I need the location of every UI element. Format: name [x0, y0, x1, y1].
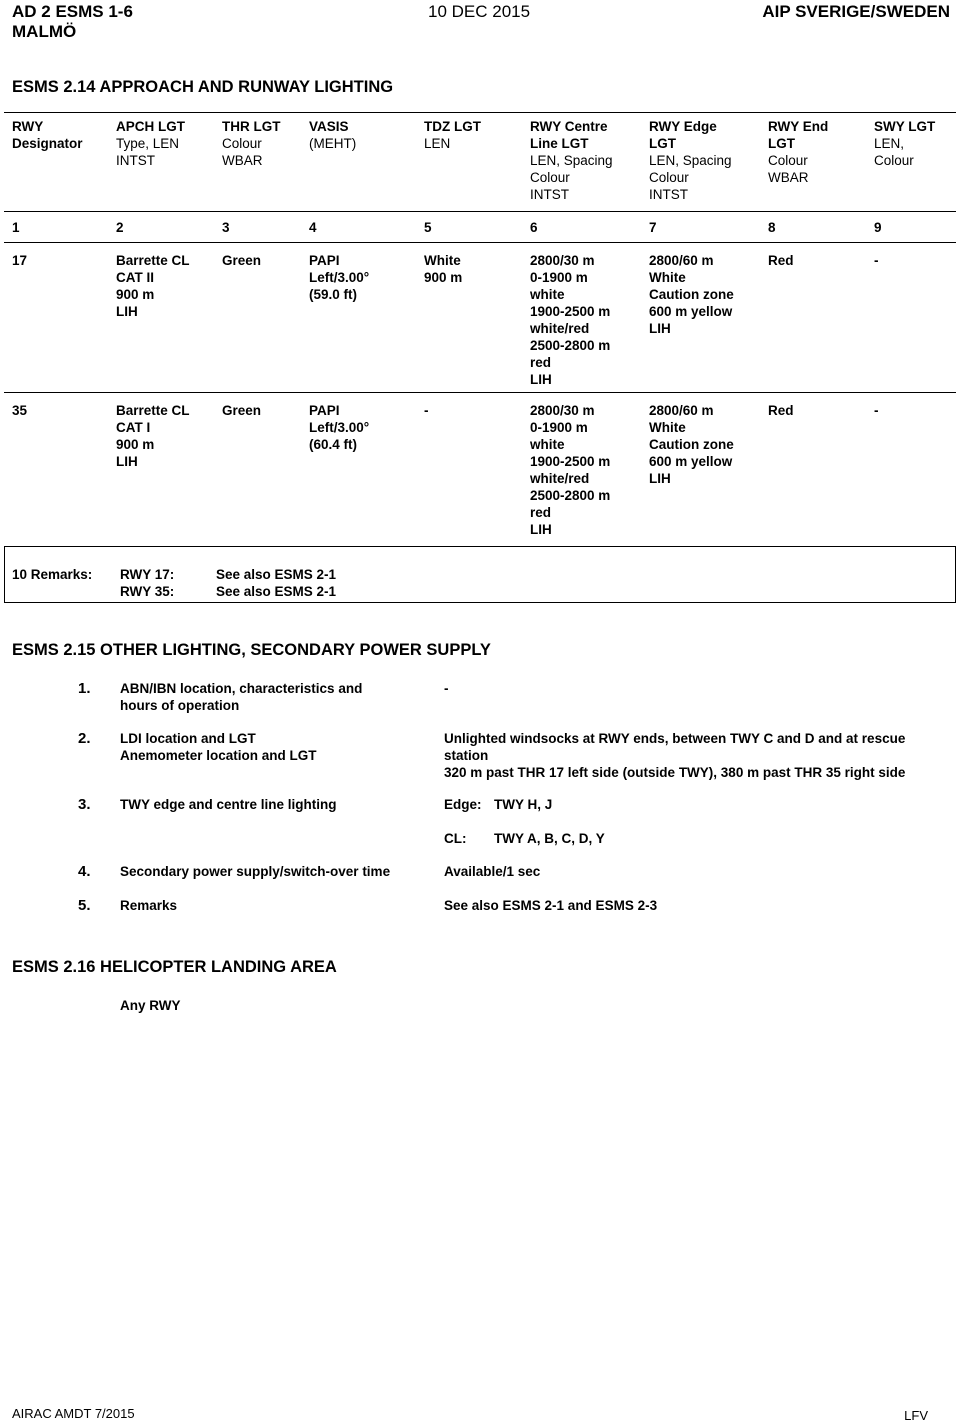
- column-header: Colour: [222, 136, 262, 151]
- column-header: Colour: [874, 153, 914, 168]
- item-value-label: Edge:: [444, 797, 482, 812]
- table-cell: CAT I: [116, 420, 151, 435]
- column-header: Line LGT: [530, 136, 589, 151]
- table-rule: [4, 602, 956, 603]
- header-doc-id: [12, 2, 133, 42]
- table-cell: white/red: [530, 471, 590, 486]
- remarks-rwy-17-text: See also ESMS 2-1: [216, 567, 337, 582]
- table-rule: [4, 242, 956, 243]
- table-cell: 2500-2800 m: [530, 338, 611, 353]
- table-cell: 900 m: [424, 270, 463, 285]
- table-cell: (59.0 ft): [309, 287, 358, 302]
- column-number: 2: [116, 220, 124, 235]
- table-cell: Red: [768, 403, 794, 418]
- section-2-15-title: ESMS 2.15 OTHER LIGHTING, SECONDARY POWER SUPPLY: [12, 641, 491, 659]
- column-number: 1: [12, 220, 20, 235]
- column-header: LEN: [424, 136, 451, 151]
- table-cell: LIH: [530, 372, 552, 387]
- item-label: hours of operation: [120, 698, 240, 713]
- remarks-label: 10 Remarks:: [12, 567, 93, 582]
- item-label: Remarks: [120, 898, 178, 913]
- item-label: Secondary power supply/switch-over time: [120, 864, 391, 879]
- table-cell: white/red: [530, 321, 590, 336]
- table-cell: LIH: [116, 304, 138, 319]
- table-cell: 900 m: [116, 437, 155, 452]
- table-cell: -: [424, 403, 429, 418]
- item-value: See also ESMS 2-1 and ESMS 2-3: [444, 898, 658, 913]
- section-2-14-title: ESMS 2.14 APPROACH AND RUNWAY LIGHTING: [12, 78, 394, 96]
- header-doc-number: AD 2 ESMS 1-6: [12, 2, 133, 21]
- remarks-rwy-35: RWY 35:: [120, 584, 175, 599]
- column-number: 9: [874, 220, 882, 235]
- item-number: 5.: [78, 897, 91, 914]
- column-header: LEN,: [874, 136, 905, 151]
- item-label: ABN/IBN location, characteristics and: [120, 681, 363, 696]
- column-header: SWY LGT: [874, 119, 936, 134]
- table-cell: Barrette CL: [116, 253, 190, 268]
- column-header: APCH LGT: [116, 119, 185, 134]
- item-number: 3.: [78, 796, 91, 813]
- item-value: 320 m past THR 17 left side (outside TWY), 380 m past THR 35 right side: [444, 765, 906, 780]
- column-header: Colour: [768, 153, 808, 168]
- column-header: (MEHT): [309, 136, 357, 151]
- table-cell: 900 m: [116, 287, 155, 302]
- table-cell: -: [874, 403, 879, 418]
- table-cell: Green: [222, 253, 262, 268]
- item-value: station: [444, 748, 489, 763]
- column-header: THR LGT: [222, 119, 281, 134]
- table-rule: [4, 392, 956, 393]
- table-cell: White: [649, 420, 686, 435]
- table-cell: LIH: [530, 522, 552, 537]
- column-number: 3: [222, 220, 230, 235]
- column-header: LGT: [768, 136, 795, 151]
- column-header: RWY End: [768, 119, 829, 134]
- table-cell: 1900-2500 m: [530, 454, 611, 469]
- helicopter-area-text: Any RWY: [120, 998, 181, 1013]
- table-rule: [4, 546, 956, 547]
- table-cell: 2800/30 m: [530, 403, 595, 418]
- table-cell: White: [424, 253, 461, 268]
- column-header: RWY Edge: [649, 119, 717, 134]
- column-header: INTST: [530, 187, 569, 202]
- column-header: LEN, Spacing: [530, 153, 613, 168]
- table-cell: Left/3.00°: [309, 270, 370, 285]
- item-label: TWY edge and centre line lighting: [120, 797, 337, 812]
- table-cell: Caution zone: [649, 437, 734, 452]
- header-aerodrome: MALMÖ: [12, 22, 77, 41]
- table-cell: red: [530, 505, 552, 520]
- column-header: WBAR: [768, 170, 809, 185]
- remarks-border: [4, 546, 5, 602]
- table-cell: LIH: [116, 454, 138, 469]
- table-cell: CAT II: [116, 270, 154, 285]
- item-value: Available/1 sec: [444, 864, 541, 879]
- column-header: LGT: [649, 136, 676, 151]
- item-number: 4.: [78, 863, 91, 880]
- table-cell: Red: [768, 253, 794, 268]
- footer-publisher: LFV: [904, 1408, 928, 1423]
- table-cell: Left/3.00°: [309, 420, 370, 435]
- table-cell: 1900-2500 m: [530, 304, 611, 319]
- table-cell: 600 m yellow: [649, 454, 733, 469]
- table-cell: 35: [12, 403, 28, 418]
- column-header: INTST: [116, 153, 155, 168]
- table-cell: LIH: [649, 321, 671, 336]
- table-rule: [4, 211, 956, 212]
- column-number: 6: [530, 220, 538, 235]
- table-cell: 2800/30 m: [530, 253, 595, 268]
- item-number: 1.: [78, 680, 91, 697]
- remarks-rwy-17: RWY 17:: [120, 567, 175, 582]
- column-number: 7: [649, 220, 657, 235]
- item-value: Unlighted windsocks at RWY ends, between TWY C and D and at rescue: [444, 731, 906, 746]
- table-cell: Caution zone: [649, 287, 734, 302]
- table-rule: [4, 112, 956, 113]
- table-cell: LIH: [649, 471, 671, 486]
- item-value: -: [444, 681, 449, 696]
- column-header: Colour: [649, 170, 689, 185]
- column-header: Type, LEN: [116, 136, 180, 151]
- table-cell: red: [530, 355, 552, 370]
- table-cell: PAPI: [309, 253, 340, 268]
- remarks-border: [955, 546, 956, 602]
- table-cell: (60.4 ft): [309, 437, 358, 452]
- column-number: 8: [768, 220, 776, 235]
- column-header: Designator: [12, 136, 83, 151]
- column-header: TDZ LGT: [424, 119, 481, 134]
- table-cell: White: [649, 270, 686, 285]
- item-value-label: CL:: [444, 831, 467, 846]
- table-cell: 600 m yellow: [649, 304, 733, 319]
- item-value: TWY A, B, C, D, Y: [494, 831, 605, 846]
- table-cell: 2800/60 m: [649, 253, 714, 268]
- table-cell: white: [530, 437, 565, 452]
- item-label: Anemometer location and LGT: [120, 748, 317, 763]
- table-cell: 2800/60 m: [649, 403, 714, 418]
- header-date: 10 DEC 2015: [428, 2, 531, 21]
- column-header: WBAR: [222, 153, 263, 168]
- header-publication: AIP SVERIGE/SWEDEN: [762, 2, 950, 21]
- column-header: VASIS: [309, 119, 349, 134]
- section-2-16-title: ESMS 2.16 HELICOPTER LANDING AREA: [12, 958, 337, 976]
- table-cell: PAPI: [309, 403, 340, 418]
- table-cell: 2500-2800 m: [530, 488, 611, 503]
- table-cell: white: [530, 287, 565, 302]
- column-header: RWY: [12, 119, 44, 134]
- table-cell: 0-1900 m: [530, 270, 588, 285]
- table-cell: 0-1900 m: [530, 420, 588, 435]
- table-cell: -: [874, 253, 879, 268]
- item-label: LDI location and LGT: [120, 731, 256, 746]
- column-header: INTST: [649, 187, 688, 202]
- footer-amendment: AIRAC AMDT 7/2015: [12, 1406, 135, 1421]
- table-cell: Barrette CL: [116, 403, 190, 418]
- remarks-rwy-35-text: See also ESMS 2-1: [216, 584, 337, 599]
- item-value: TWY H, J: [494, 797, 553, 812]
- column-header: LEN, Spacing: [649, 153, 732, 168]
- column-number: 5: [424, 220, 432, 235]
- table-cell: Green: [222, 403, 262, 418]
- column-header: RWY Centre: [530, 119, 608, 134]
- table-cell: 17: [12, 253, 28, 268]
- column-number: 4: [309, 220, 317, 235]
- item-number: 2.: [78, 730, 91, 747]
- column-header: Colour: [530, 170, 570, 185]
